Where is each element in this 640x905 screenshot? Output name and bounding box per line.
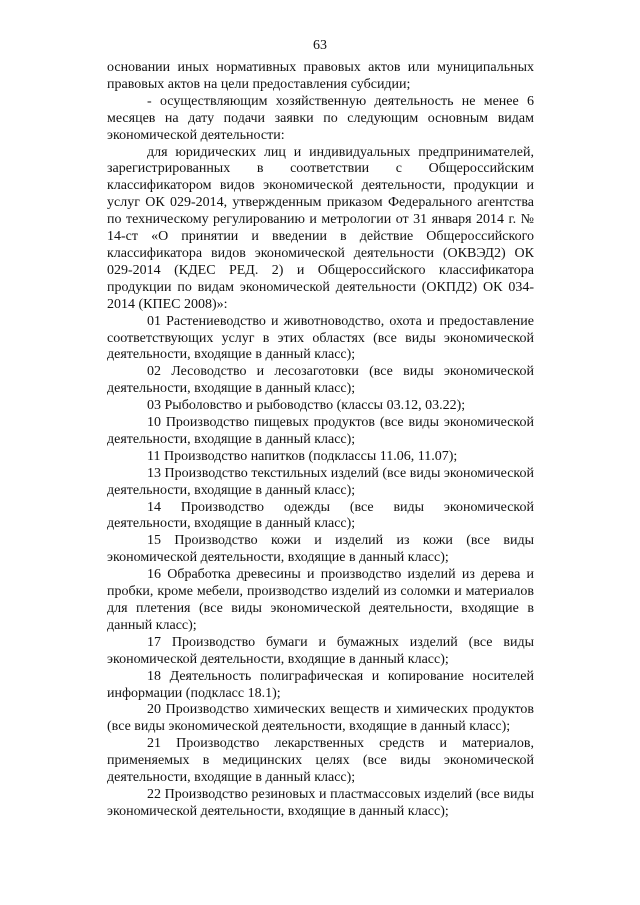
paragraph-continuation: основании иных нормативных правовых актов или муниципальных правовых актов на цели предоставления субсидии; <box>107 60 534 92</box>
list-item-class-22: 22 Производство резиновых и пластмассовых изделий (все виды экономической деятельности, входящие в данный класс); <box>107 786 534 819</box>
list-item-class-14: 14 Производство одежды (все виды экономической деятельности, входящие в данный класс); <box>107 499 534 532</box>
list-item-class-20: 20 Производство химических веществ и химических продуктов (все виды экономической деятельности, входящие в данный класс); <box>107 702 534 735</box>
list-item-class-03: 03 Рыболовство и рыбоводство (классы 03.12, 03.22); <box>147 398 466 414</box>
list-item-class-17: 17 Производство бумаги и бумажных изделий (все виды экономической деятельности, входящие в данный класс); <box>107 634 534 667</box>
document-body <box>107 60 534 821</box>
list-item-class-02: 02 Лесоводство и лесозаготовки (все виды экономической деятельности, входящие в данный класс); <box>107 364 534 397</box>
list-item-class-13: 13 Производство текстильных изделий (все виды экономической деятельности, входящие в данный класс); <box>107 465 534 498</box>
list-item-class-10: 10 Производство пищевых продуктов (все виды экономической деятельности, входящие в данный класс); <box>107 415 534 447</box>
list-item-class-18: 18 Деятельность полиграфическая и копирование носителей информации (подкласс 18.1); <box>107 668 534 701</box>
page-number: 63 <box>313 38 327 53</box>
paragraph-classifier-reference: для юридических лиц и индивидуальных предпринимателей, зарегистрированных в соответствии с Общероссийским классификатором видов экономической деятельности, продукции и услуг ОК 029-2014, утвержденным приказом Федерального агентства по техническому регулированию и метрологии от 31 января 2014 г. № 14-ст «О принятии и введении в действие Общероссийского классификатора видов экономической деятельности (ОКВЭД2) ОК 029-2014 (КДЕС РЕД. 2) и Общероссийского классификатора продукции по видам экономической деятельности (ОКПД2) ОК 034-2014 (КПЕС 2008)»: <box>107 144 534 312</box>
list-item-class-11: 11 Производство напитков (подклассы 11.06, 11.07); <box>147 448 458 464</box>
paragraph-activity-requirement: - осуществляющим хозяйственную деятельность не менее 6 месяцев на дату подачи заявки по следующим основным видам экономической деятельности: <box>107 93 534 143</box>
list-item-class-16: 16 Обработка древесины и производство изделий из дерева и пробки, кроме мебели, производство изделий из соломки и материалов для плетения (все виды экономической деятельности, входящие в данный класс); <box>107 567 534 633</box>
list-item-class-15: 15 Производство кожи и изделий из кожи (все виды экономической деятельности, входящие в данный класс); <box>107 533 534 566</box>
list-item-class-21: 21 Производство лекарственных средств и материалов, применяемых в медицинских целях (все виды экономической деятельности, входящие в данный класс); <box>107 736 534 786</box>
list-item-class-01: 01 Растениеводство и животноводство, охота и предоставление соответствующих услуг в этих областях (все виды экономической деятельности, входящие в данный класс); <box>107 313 534 363</box>
